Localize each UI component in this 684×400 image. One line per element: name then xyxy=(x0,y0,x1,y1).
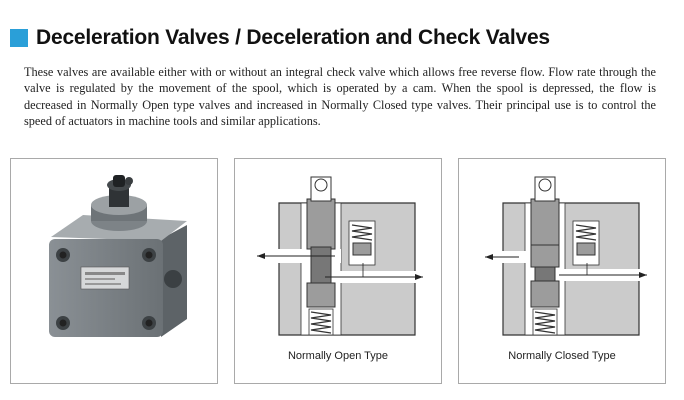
section-header xyxy=(10,24,550,52)
valve-photo xyxy=(11,159,217,383)
normally-closed-diagram-panel xyxy=(458,158,666,384)
normally-closed-caption: Normally Closed Type xyxy=(508,350,616,362)
description-paragraph: These valves are available either with or without an integral check valve which allows free reverse flow. Flow rate through the valve is regulated by the movement of the spool, which is operated by a cam. When the spool is depressed, the flow is decreased in Normally Open type valves and increased in Normally Closed type valves. Their principal use is to control the speed of actuators in machine tools and similar applications. xyxy=(24,65,656,129)
normally-open-diagram-panel xyxy=(234,158,442,384)
section-marker xyxy=(10,29,28,47)
valve-photo-panel xyxy=(10,158,218,384)
normally-open-caption: Normally Open Type xyxy=(287,350,389,362)
page-title: Deceleration Valves / Deceleration and Check Valves xyxy=(36,26,550,49)
